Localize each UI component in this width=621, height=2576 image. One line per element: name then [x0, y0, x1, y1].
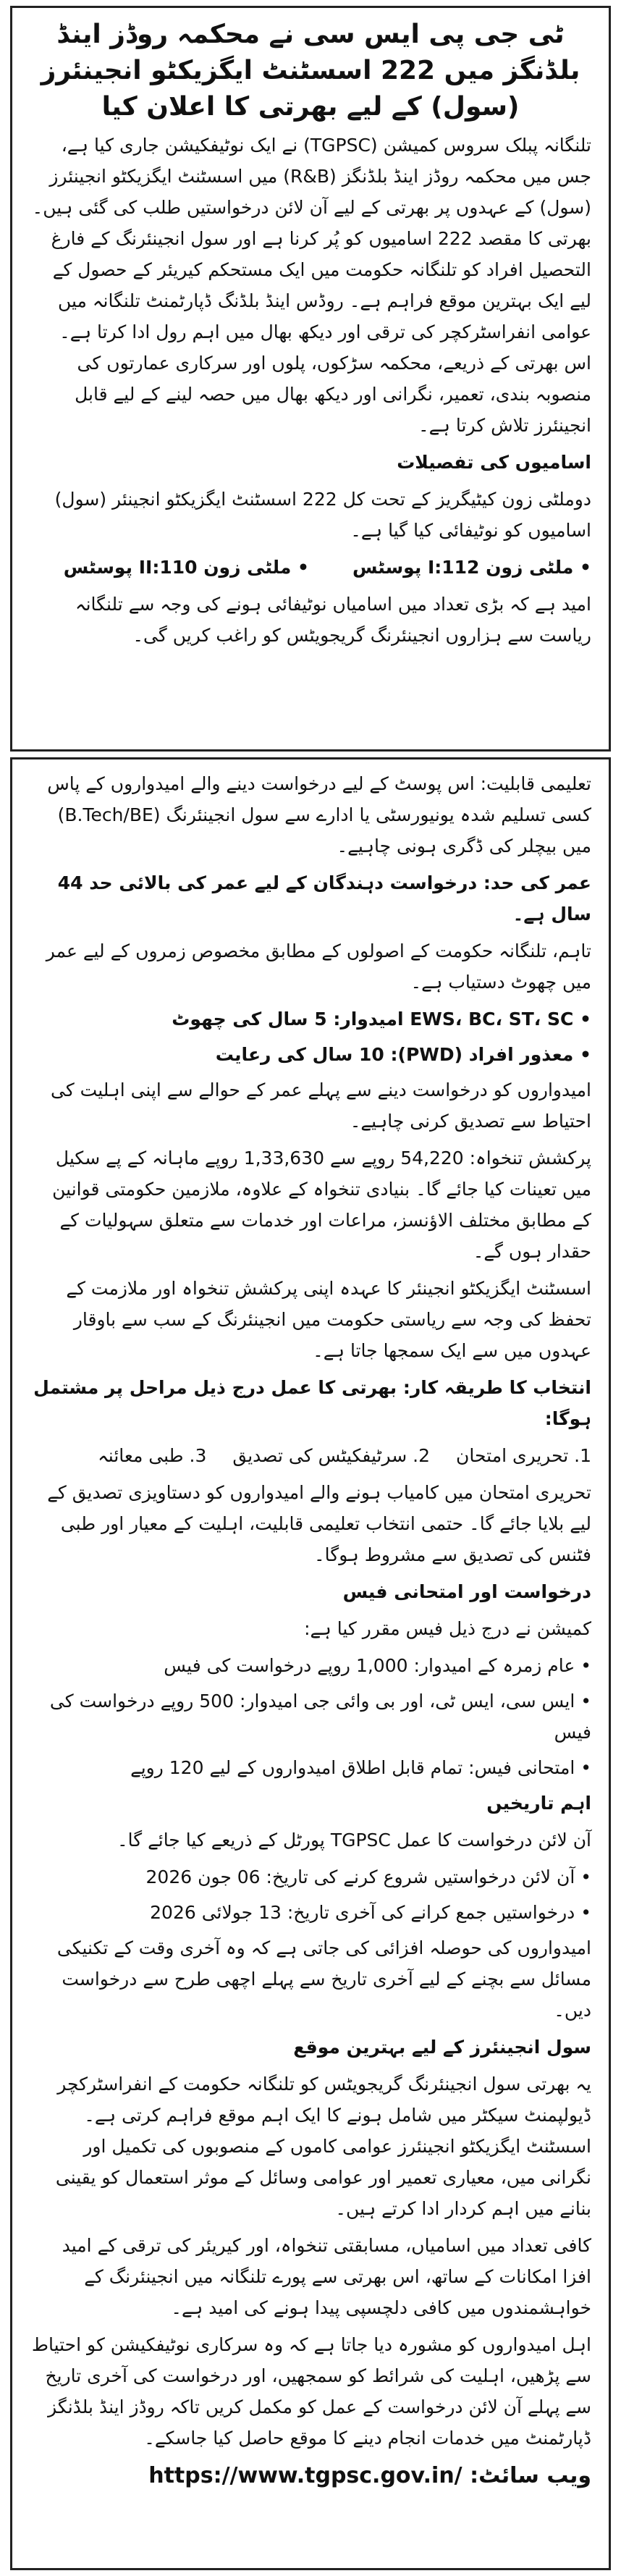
- relaxation-item-1: • EWS، BC، ST، SC امیدوار: 5 سال کی چھوٹ: [172, 1009, 591, 1030]
- vacancy-heading: اسامیوں کی تفصیلات: [397, 452, 591, 473]
- website-link[interactable]: https://www.tgpsc.gov.in/: [148, 2463, 462, 2488]
- fee-item-2: • ایس سی، ایس ٹی، اور بی وائی جی امیدوار: 500 روپے درخواست کی فیس: [49, 1691, 591, 1743]
- date-item-1: • آن لائن درخواستیں شروع کرنے کی تاریخ: 06 جون 2026: [145, 1866, 591, 1887]
- zone-row: [30, 552, 591, 583]
- age-limit: عمر کی حد: درخواست دہندگان کے لیے عمر کی بالائی حد 44 سال ہے۔: [57, 872, 591, 925]
- salary-note: اسسٹنٹ ایگزیکٹو انجینئر کا عہدہ اپنی پرکشش تنخواہ اور ملازمت کے تحفظ کی وجہ سے ریاستی حکومت میں انجینئرنگ کے سب سے باوقار عہدوں میں سے ایک سمجھا جاتا ہے۔: [66, 1278, 591, 1361]
- age-relaxation: تاہم، تلنگانہ حکومت کے اصولوں کے مطابق مخصوص زمروں کے لیے عمر میں چھوٹ دستیاب ہے۔: [46, 940, 591, 993]
- step-2: 2. سرٹیفکیٹس کی تصدیق: [232, 1445, 431, 1466]
- dates-note: امیدواروں کی حوصلہ افزائی کی جاتی ہے کہ وہ آخری وقت کے تکنیکی مسائل سے بچنے کے لیے آخری تاریخ سے پہلے اچھی طرح سے درخواست دیں۔: [56, 1937, 591, 2021]
- fee-item-1: • عام زمرہ کے امیدوار: 1,000 روپے درخواست کی فیس: [164, 1655, 591, 1676]
- article-bottom-box: [10, 757, 611, 2570]
- fee-item-3: • امتحانی فیس: تمام قابل اطلاق امیدواروں کے لیے 120 روپے: [130, 1757, 591, 1778]
- step-1: 1. تحریری امتحان: [456, 1445, 591, 1466]
- headline: ٹی جی پی ایس سی نے محکمہ روڈز اینڈ بلڈنگز میں 222 اسسٹنٹ ایگزیکٹو انجینئرز (سول) کے لیے بھرتی کا اعلان کیا: [41, 20, 580, 122]
- age-verify: امیدواروں کو درخواست دینے سے پہلے عمر کے حوالے سے اپنی اہلیت کی احتیاط سے تصدیق کرنی چاہیے۔: [50, 1079, 591, 1132]
- relaxation-item-2: • معذور افراد (PWD): 10 سال کی رعایت: [215, 1044, 591, 1065]
- dates-heading: اہم تاریخیں: [486, 1793, 591, 1814]
- date-item-2: • درخواستیں جمع کرانے کی آخری تاریخ: 13 جولائی 2026: [150, 1902, 591, 1923]
- qualification-paragraph: تعلیمی قابلیت: اس پوسٹ کے لیے درخواست دینے والے امیدواروں کے پاس کسی تسلیم شدہ یونیورسٹی یا ادارے سے سول انجینئرنگ (B.Tech/BE) میں بیچلر کی ڈگری ہونی چاہیے۔: [47, 773, 591, 856]
- selection-steps: [30, 1440, 591, 1471]
- selection-text: تحریری امتحان میں کامیاب ہونے والے امیدواروں کو دستاویزی تصدیق کے لیے بلایا جائے گا۔ حتمی انتخاب تعلیمی قابلیت، اہلیت کے معیار اور طبی فٹنس کی تصدیق سے مشروط ہوگا۔: [47, 1482, 591, 1565]
- zone-2: • ملٹی زون 110:II پوسٹس: [63, 557, 310, 578]
- vacancy-text: دوملٹی زون کیٹیگریز کے تحت کل 222 اسسٹنٹ ایگزیکٹو انجینئر (سول) اسامیوں کو نوٹیفائی کیا گیا ہے۔: [54, 489, 591, 541]
- advice-paragraph: اہل امیدواروں کو مشورہ دیا جاتا ہے کہ وہ سرکاری نوٹیفکیشن کو احتیاط سے پڑھیں، اہلیت کی شرائط کو سمجھیں، اور درخواست کی آخری تاریخ سے پہلے آن لائن درخواست کے عمل کو مکمل کریں تاکہ روڈز اینڈ بلڈنگز ڈپارٹمنٹ میں خدمات انجام دینے کا موقع حاصل کیا جاسکے۔: [31, 2334, 591, 2449]
- opportunity-text: یہ بھرتی سول انجینئرنگ گریجویٹس کو تلنگانہ حکومت کے انفراسٹرکچر ڈیولپمنٹ سیکٹر میں شامل ہونے کا ایک اہم موقع فراہم کرتی ہے۔ اسسٹنٹ ایگزیکٹو انجینئرز عوامی کاموں کے منصوبوں کی تکمیل اور نگرانی میں، معیاری تعمیر اور عوامی وسائل کے موثر استعمال کو یقینی بنانے میں اہم کردار ادا کرتے ہیں۔: [55, 2074, 591, 2219]
- fee-heading: درخواست اور امتحانی فیس: [342, 1581, 591, 1602]
- dates-intro: آن لائن درخواست کا عمل TGPSC پورٹل کے ذریعے کیا جائے گا۔: [117, 1830, 591, 1851]
- salary-paragraph: پرکشش تنخواہ: 54,220 روپے سے 1,33,630 روپے ماہانہ کے پے سکیل میں تعینات کیا جائے گا۔ بنیادی تنخواہ کے علاوہ، ملازمین حکومتی قوانین کے مطابق مختلف الاؤنسز، مراعات اور خدمات سے متعلق سہولیات کے حقدار ہوں گے۔: [52, 1148, 591, 1262]
- fee-intro: کمیشن نے درج ذیل فیس مقرر کیا ہے:: [304, 1618, 591, 1639]
- selection-intro: انتخاب کا طریقہ کار: بھرتی کا عمل درج ذیل مراحل پر مشتمل ہوگا:: [33, 1377, 591, 1429]
- opportunity-note: کافی تعداد میں اسامیاں، مسابقتی تنخواہ، اور کیریئر کی ترقی کے امید افزا امکانات کے ساتھ، اس بھرتی سے پورے تلنگانہ میں انجینئرنگ کے خواہشمندوں میں کافی دلچسپی پیدا ہونے کی امید ہے۔: [62, 2235, 591, 2318]
- intro-paragraph: تلنگانہ پبلک سروس کمیشن (TGPSC) نے ایک نوٹیفکیشن جاری کیا ہے، جس میں محکمہ روڈز اینڈ بلڈنگز (R&B) میں اسسٹنٹ ایگزیکٹو انجینئرز (سول) کے عہدوں پر بھرتی کے لیے آن لائن درخواستیں طلب کی گئی ہیں۔ بھرتی کا مقصد 222 اسامیوں کو پُر کرنا ہے اور سول انجینئرنگ کے فارغ التحصیل افراد کو تلنگانہ حکومت میں ایک مستحکم کیریئر کے حصول کے لیے ایک بہترین موقع فراہم ہے۔ روڈس اینڈ بلڈنگ ڈپارٹمنٹ تلنگانہ میں عوامی انفراسٹرکچر کی ترقی اور دیکھ بھال میں اہم رول ادا کرتا ہے۔ اس بھرتی کے ذریعے، محکمہ سڑکوں، پلوں اور سرکاری عمارتوں کی منصوبہ بندی، تعمیر، نگرانی اور دیکھ بھال میں حصہ لینے کے لیے قابل انجینئرز تلاش کرتا ہے۔: [32, 135, 591, 436]
- vacancy-note: امید ہے کہ بڑی تعداد میں اسامیاں نوٹیفائی ہونے کی وجہ سے تلنگانہ ریاست سے ہزاروں انجینئرنگ گریجویٹس کو راغب کریں گی۔: [75, 594, 591, 646]
- step-3: 3. طبی معائنہ: [98, 1445, 207, 1466]
- website-line: [30, 2459, 591, 2493]
- zone-1: • ملٹی زون 112:I پوسٹس: [352, 557, 591, 578]
- article-top-box: [10, 6, 611, 752]
- website-label: ویب سائٹ:: [470, 2463, 591, 2488]
- opportunity-heading: سول انجینئرز کے لیے بہترین موقع: [293, 2037, 591, 2058]
